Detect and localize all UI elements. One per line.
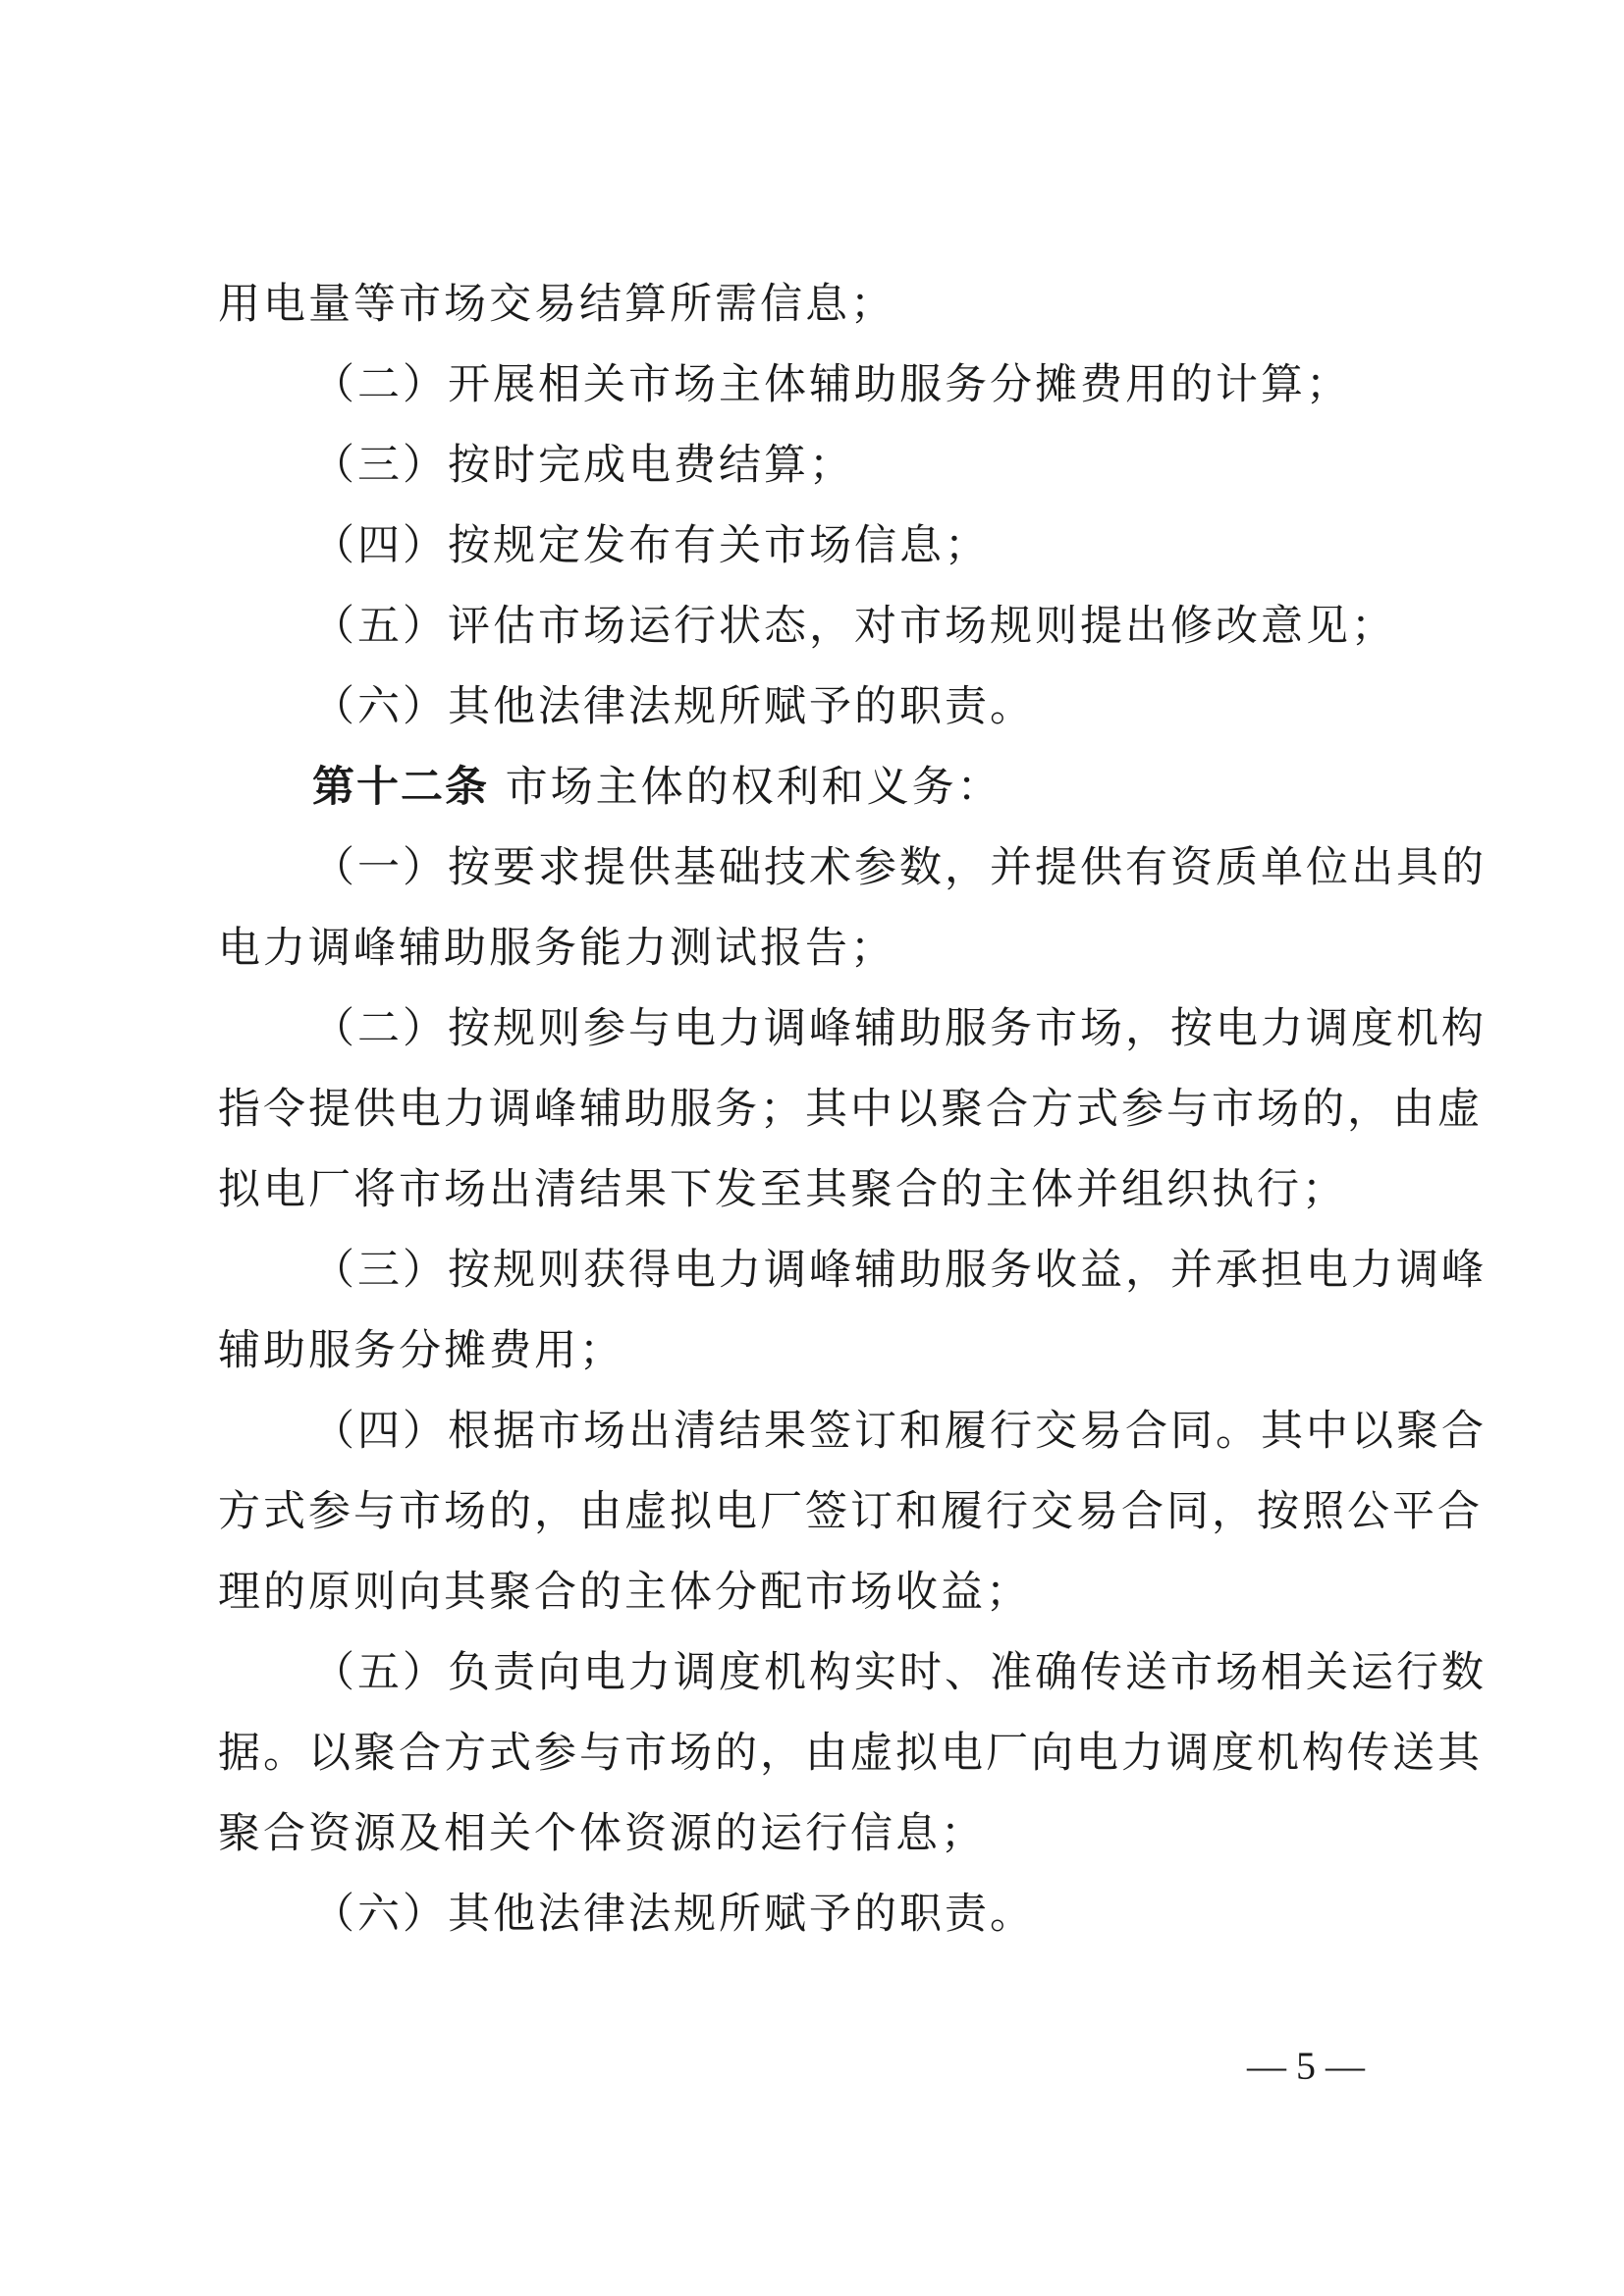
article-heading: 第十二条 <box>312 763 489 812</box>
page-number: — 5 — <box>1247 2044 1365 2088</box>
text-line: （五）评估市场运行状态，对市场规则提出修改意见； <box>312 602 1396 651</box>
text-line: 拟电厂将市场出清结果下发至其聚合的主体并组织执行； <box>218 1165 1347 1214</box>
text-line: （三）按时完成电费结算； <box>312 441 854 490</box>
text-line: 方式参与市场的，由虚拟电厂签订和履行交易合同，按照公平合 <box>218 1487 1483 1536</box>
text-line: （二）开展相关市场主体辅助服务分摊费用的计算； <box>312 360 1351 409</box>
text-line: （二）按规则参与电力调峰辅助服务市场，按电力调度机构 <box>312 1004 1487 1053</box>
article-text: 市场主体的权利和义务： <box>489 763 1002 812</box>
text-line: 辅助服务分摊费用； <box>218 1326 624 1375</box>
text-line: （六）其他法律法规所赋予的职责。 <box>312 682 1035 731</box>
text-line: 电力调峰辅助服务能力测试报告； <box>218 924 895 973</box>
text-line: 用电量等市场交易结算所需信息； <box>218 280 895 329</box>
text-line: 据。以聚合方式参与市场的，由虚拟电厂向电力调度机构传送其 <box>218 1729 1483 1778</box>
text-line: （一）按要求提供基础技术参数，并提供有资质单位出具的 <box>312 843 1487 892</box>
text-line: 聚合资源及相关个体资源的运行信息； <box>218 1809 986 1858</box>
text-line: （四）根据市场出清结果签订和履行交易合同。其中以聚合 <box>312 1407 1487 1456</box>
text-line: （六）其他法律法规所赋予的职责。 <box>312 1890 1035 1939</box>
text-line: 指令提供电力调峰辅助服务；其中以聚合方式参与市场的，由虚 <box>218 1085 1483 1134</box>
text-line: 理的原则向其聚合的主体分配市场收益； <box>218 1568 1031 1617</box>
text-line: （四）按规定发布有关市场信息； <box>312 521 990 570</box>
text-line: （五）负责向电力调度机构实时、准确传送市场相关运行数 <box>312 1648 1487 1697</box>
text-line: （三）按规则获得电力调峰辅助服务收益，并承担电力调峰 <box>312 1246 1487 1295</box>
article-line <box>312 758 1426 817</box>
